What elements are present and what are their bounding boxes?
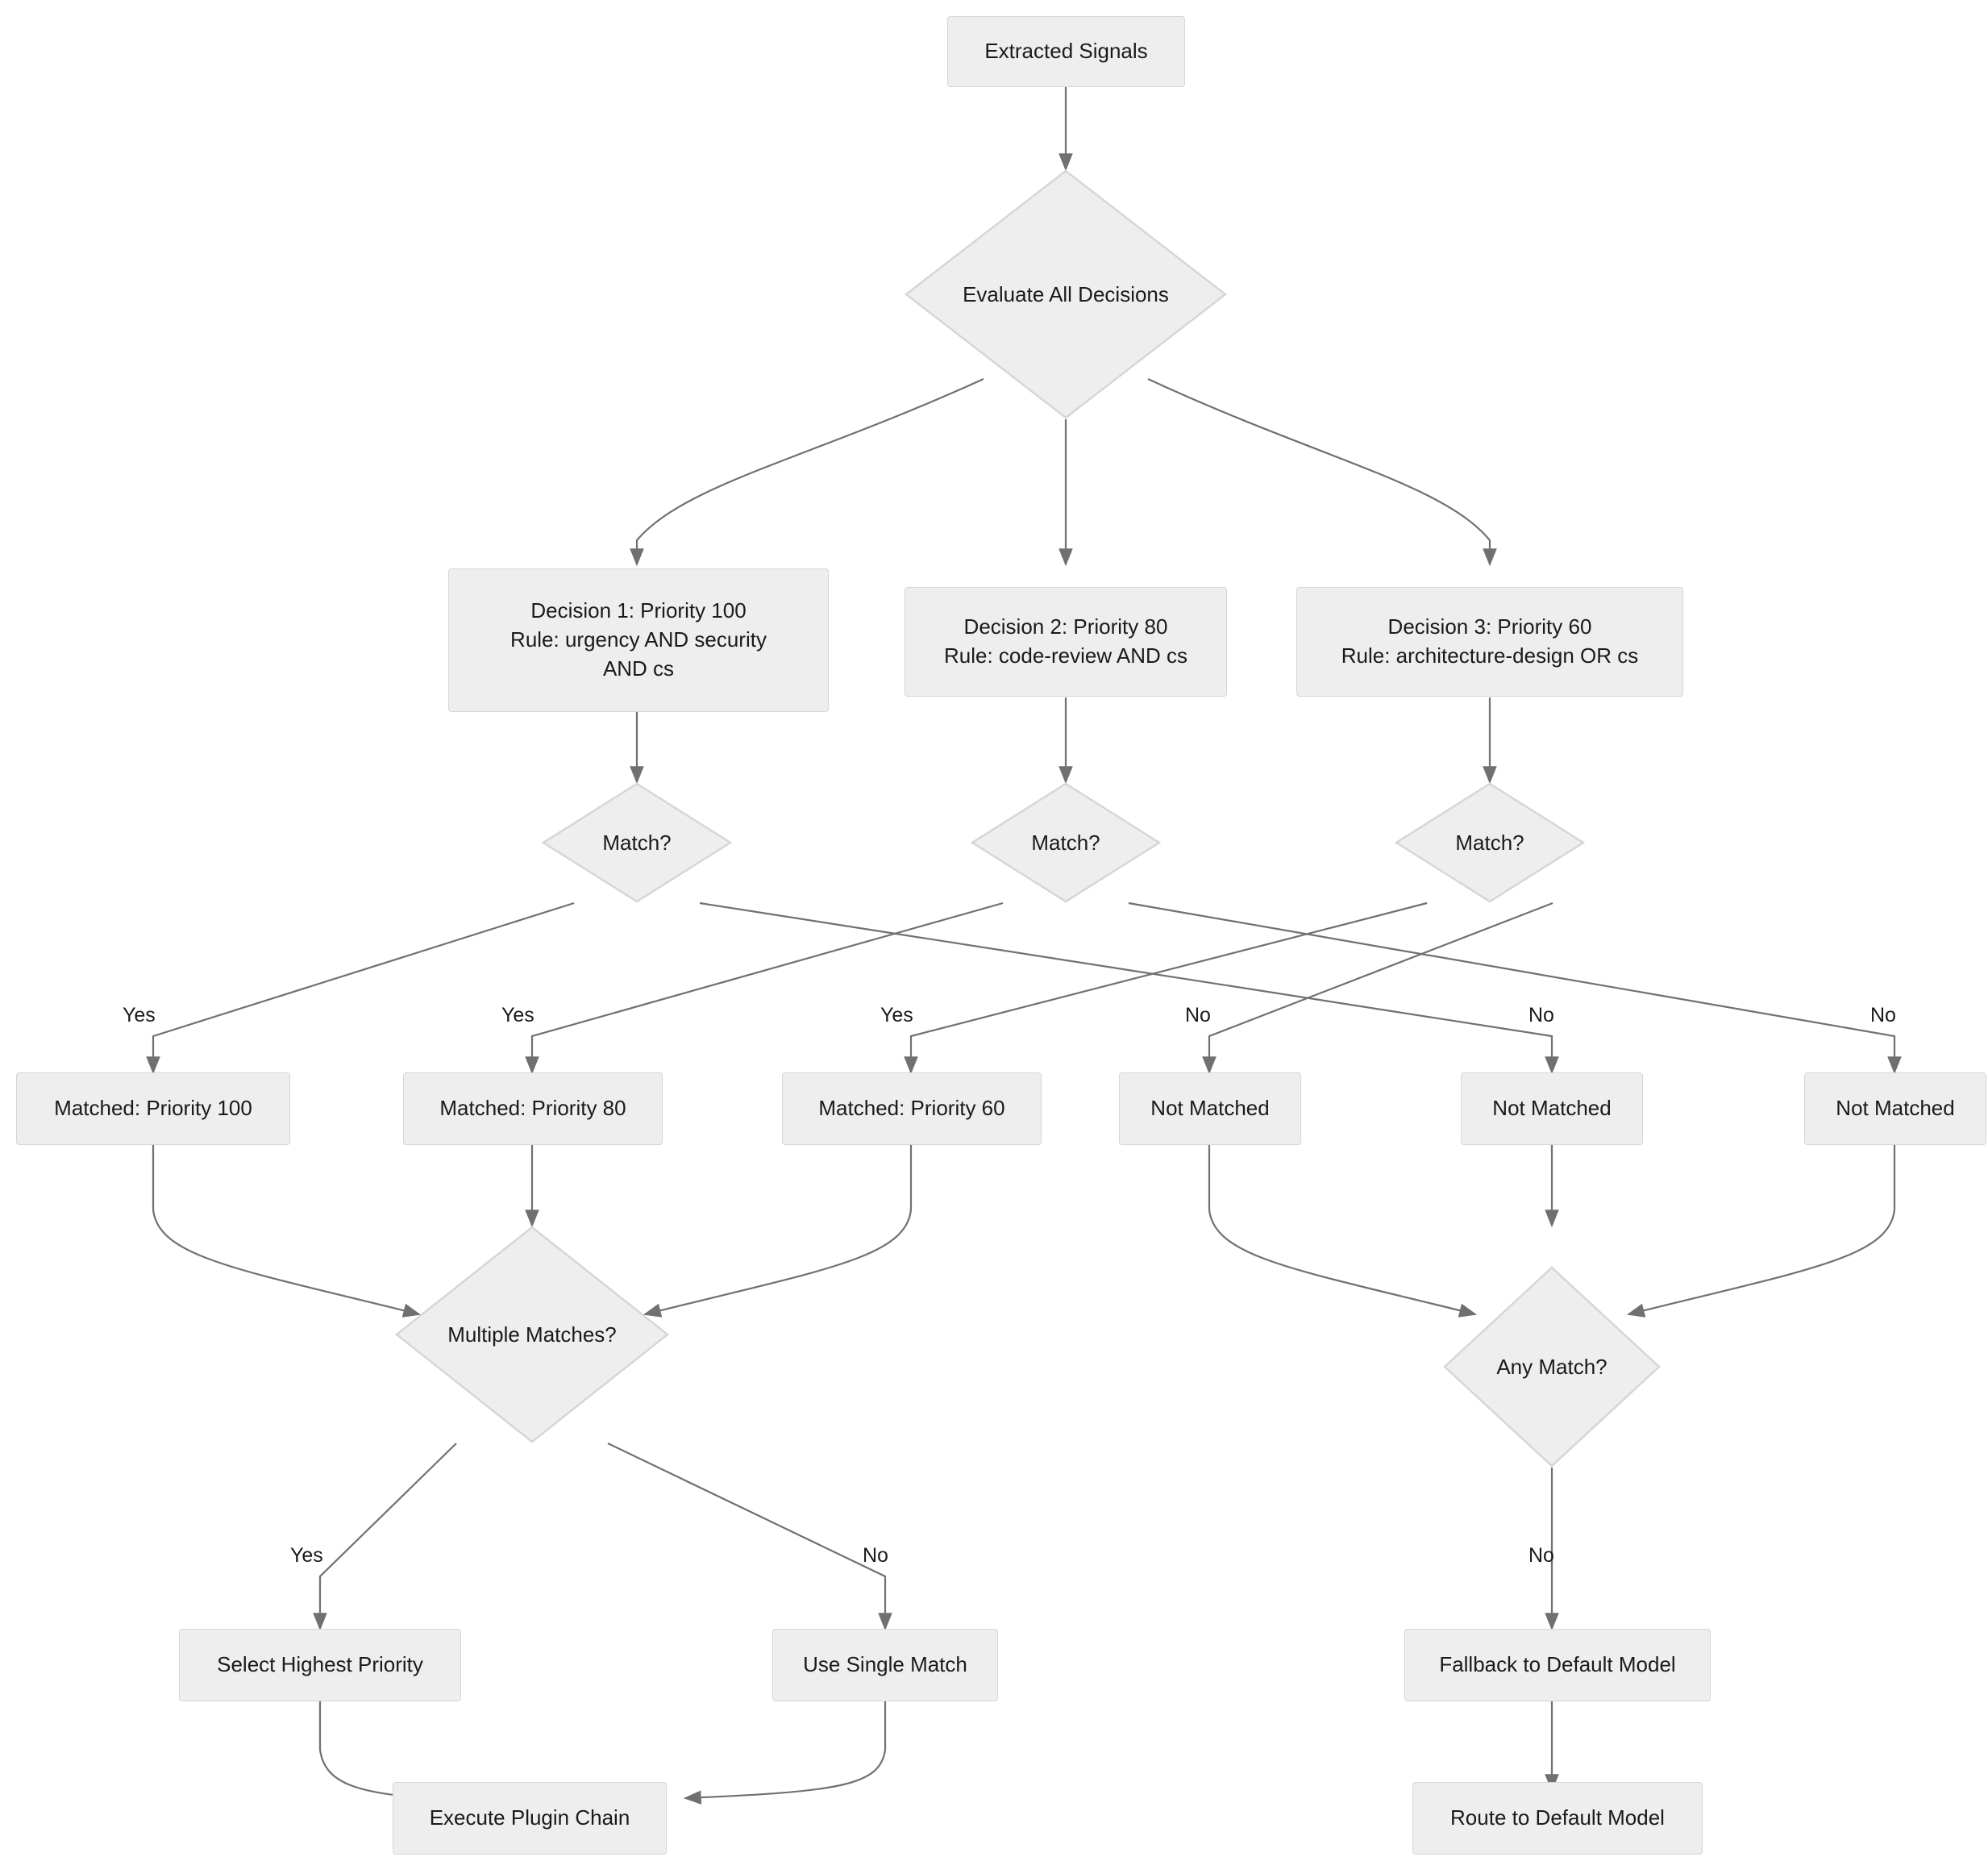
node-label: Multiple Matches? bbox=[447, 1322, 617, 1347]
node-matched-priority-80[interactable] bbox=[403, 1072, 663, 1145]
node-decision-3[interactable] bbox=[1296, 587, 1683, 697]
node-not-matched-2[interactable] bbox=[1461, 1072, 1643, 1145]
node-not-matched-3[interactable] bbox=[1804, 1072, 1986, 1145]
edge-label-yes-1: Yes bbox=[123, 1004, 156, 1026]
node-label: Not Matched bbox=[1836, 1096, 1955, 1121]
edge-label-no-2: No bbox=[1528, 1004, 1554, 1026]
decision-1-line-2: Rule: urgency AND security bbox=[510, 627, 767, 652]
node-label: Use Single Match bbox=[803, 1652, 967, 1677]
node-label: Any Match? bbox=[1496, 1354, 1607, 1379]
edge-label-no-3: No bbox=[1870, 1004, 1896, 1026]
node-execute-plugin-chain[interactable] bbox=[393, 1782, 667, 1855]
node-label: Select Highest Priority bbox=[217, 1652, 423, 1677]
node-label: Fallback to Default Model bbox=[1439, 1652, 1676, 1677]
edge-label-multiple-yes: Yes bbox=[290, 1544, 323, 1567]
node-label: Extracted Signals bbox=[984, 39, 1148, 64]
node-use-single-match[interactable] bbox=[772, 1629, 998, 1701]
node-label: Match? bbox=[602, 830, 672, 855]
node-label: Execute Plugin Chain bbox=[429, 1805, 630, 1830]
node-label: Not Matched bbox=[1492, 1096, 1612, 1121]
edge-label-yes-2: Yes bbox=[501, 1004, 534, 1026]
edge-label-any-no: No bbox=[1528, 1544, 1554, 1567]
node-not-matched-1[interactable] bbox=[1119, 1072, 1301, 1145]
node-label: Matched: Priority 100 bbox=[54, 1096, 252, 1121]
node-decision-1[interactable] bbox=[448, 568, 829, 712]
node-any-match[interactable] bbox=[1443, 1266, 1661, 1468]
node-multiple-matches[interactable] bbox=[395, 1226, 669, 1443]
node-decision-2[interactable] bbox=[905, 587, 1227, 697]
decision-2-line-2: Rule: code-review AND cs bbox=[944, 643, 1187, 668]
decision-3-line-2: Rule: architecture-design OR cs bbox=[1341, 643, 1639, 668]
node-match-2[interactable] bbox=[971, 782, 1161, 903]
decision-1-lines bbox=[464, 597, 813, 684]
edge-label-yes-3: Yes bbox=[880, 1004, 913, 1026]
node-matched-priority-60[interactable] bbox=[782, 1072, 1042, 1145]
node-label: Match? bbox=[1455, 830, 1524, 855]
node-label: Matched: Priority 60 bbox=[818, 1096, 1005, 1121]
node-label: Match? bbox=[1031, 830, 1100, 855]
node-label: Matched: Priority 80 bbox=[439, 1096, 626, 1121]
decision-1-line-1: Decision 1: Priority 100 bbox=[530, 598, 747, 623]
node-route-to-default-model[interactable] bbox=[1412, 1782, 1703, 1855]
node-matched-priority-100[interactable] bbox=[16, 1072, 290, 1145]
node-label: Not Matched bbox=[1150, 1096, 1270, 1121]
node-match-1[interactable] bbox=[542, 782, 732, 903]
node-label: Route to Default Model bbox=[1450, 1805, 1665, 1830]
decision-2-line-1: Decision 2: Priority 80 bbox=[963, 614, 1168, 639]
decision-1-line-3: AND cs bbox=[602, 656, 675, 681]
node-match-3[interactable] bbox=[1395, 782, 1585, 903]
decision-3-lines bbox=[1312, 613, 1668, 671]
node-fallback-to-default-model[interactable] bbox=[1404, 1629, 1711, 1701]
node-select-highest-priority[interactable] bbox=[179, 1629, 461, 1701]
node-extracted-signals[interactable] bbox=[947, 16, 1185, 87]
edge-label-no-1: No bbox=[1185, 1004, 1211, 1026]
decision-2-lines bbox=[920, 613, 1212, 671]
decision-3-line-1: Decision 3: Priority 60 bbox=[1387, 614, 1592, 639]
node-label: Evaluate All Decisions bbox=[963, 281, 1169, 306]
edge-label-multiple-no: No bbox=[863, 1544, 888, 1567]
node-evaluate-all-decisions[interactable] bbox=[905, 169, 1227, 419]
